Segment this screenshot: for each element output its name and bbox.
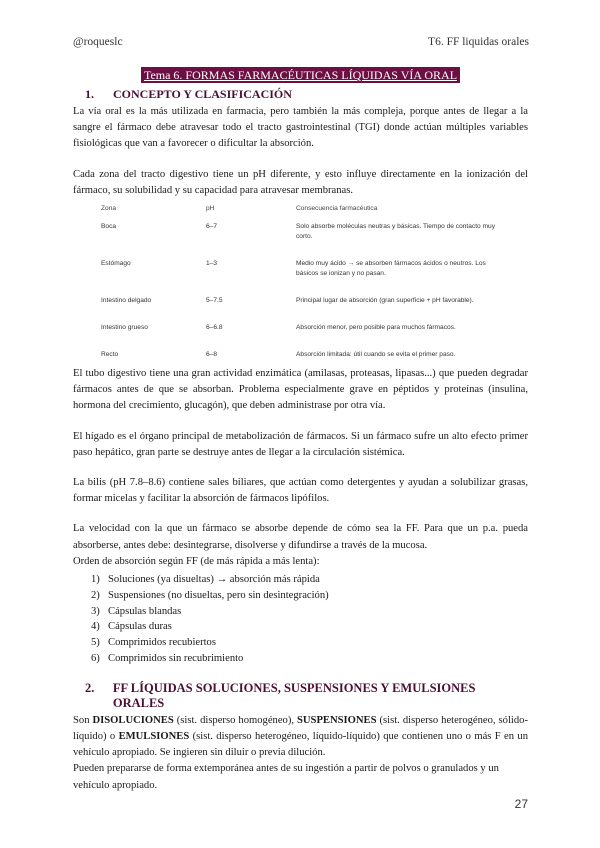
text-run: Son — [73, 714, 93, 726]
section-1-title: CONCEPTO Y CLASIFICACIÓN — [113, 87, 292, 101]
table-cell: Recto — [101, 351, 119, 359]
list-item-number: 1) — [91, 574, 100, 586]
section-1-number: 1. — [85, 87, 94, 101]
table-row — [101, 350, 501, 360]
table-cell: Intestino delgado — [101, 297, 152, 305]
page-number: 27 — [514, 797, 528, 811]
term-suspensiones: SUSPENSIONES — [297, 714, 377, 726]
term-disoluciones: DISOLUCIONES — [92, 714, 174, 726]
table-cell: Solo absorbe moléculas neutras y básicas. Tiempo de contacto muy corto. — [296, 223, 496, 241]
list-item-text: Comprimidos recubiertos — [108, 637, 216, 649]
ph-table-header: pH — [206, 205, 215, 213]
header-topic: T6. FF liquidas orales — [428, 36, 529, 48]
paragraph-absorption-speed: La velocidad con la que un fármaco se absorbe depende de cómo sea la FF. Para que un p.a. pueda absorberse, antes debe: desintegrarse, disolverse y difundirse a través de la mucosa. — [73, 523, 528, 551]
text-run: (sist. disperso heterogéneo, sólido-líquido) o — [73, 714, 528, 743]
paragraph-ph: Cada zona del tracto digestivo tiene un pH diferente, y esto influye directamente en la ionización del fármaco, su solubilidad y su capacidad para atravesar membranas. — [73, 168, 528, 196]
list-item-number: 6) — [91, 653, 100, 665]
table-cell: Absorción limitada: útil cuando se evita el primer paso. — [296, 351, 456, 359]
list-item — [91, 588, 528, 604]
list-item-text: Cápsulas duras — [108, 621, 172, 633]
table-cell: 1–3 — [206, 260, 218, 268]
list-item-text: Suspensiones (no disueltas, pero sin desintegración) — [108, 589, 329, 601]
paragraph-liver: El hígado es el órgano principal de metabolización de fármacos. Si un fármaco sufre un alto efecto primer paso hepático, gran parte se destruye antes de llegar a la circulación sistémica. — [73, 430, 528, 458]
table-cell: 6–8 — [206, 351, 218, 359]
table-cell: 5–7.5 — [206, 297, 223, 305]
paragraph-oral-route: La vía oral es la más utilizada en farmacia, pero también la más compleja, porque antes de llegar a la sangre el fármaco debe atravesar todo el tracto gastrointestinal (TGI) donde actúan múltiples variables fisiológicas que van a favorecer o dificultar la absorción. — [73, 106, 528, 150]
absorption-order-list — [91, 572, 528, 667]
list-item — [91, 635, 528, 651]
table-cell: Estómago — [101, 260, 131, 268]
table-row — [101, 259, 501, 296]
paragraph-definitions — [73, 713, 528, 762]
paragraph-extemporaneous: Pueden prepararse de forma extemporánea antes de su ingestión a partir de polvos o granulados y un vehículo apropiado. — [73, 763, 499, 791]
absorption-order-intro: Orden de absorción según FF (de más rápida a más lenta): — [73, 555, 320, 567]
list-item-text: Cápsulas blandas — [108, 605, 182, 617]
table-cell: Principal lugar de absorción (gran superficie + pH favorable). — [296, 297, 474, 305]
list-item — [91, 604, 528, 620]
term-emulsiones: EMULSIONES — [118, 731, 190, 743]
section-2-title: FF LÍQUIDAS SOLUCIONES, SUSPENSIONES Y EMULSIONES ORALES — [112, 680, 476, 710]
table-row — [101, 296, 501, 323]
section-2-number: 2. — [85, 680, 95, 695]
table-cell: 6–7 — [206, 223, 218, 231]
ph-table-header-row — [101, 205, 501, 222]
table-row — [101, 222, 501, 259]
page-title-text: Tema 6. FORMAS FARMACÉUTICAS LÍQUIDAS VÍA ORAL — [141, 67, 460, 83]
list-item — [91, 572, 528, 588]
list-item-text: Soluciones (ya disueltas) → absorción más rápida — [108, 574, 320, 586]
table-cell: 6–6.8 — [206, 324, 223, 332]
section-1-heading — [73, 87, 528, 102]
paragraph-enzymes: El tubo digestivo tiene una gran actividad enzimática (amilasas, proteasas, lipasas...) que pueden degradar fármacos antes de que se absorban. Problema especialmente grave en péptidos y proteínas (insulina, hormona del crecimiento, glucagón), que deben administrase por otra vía. — [73, 368, 528, 412]
list-item-number: 4) — [91, 621, 100, 633]
ph-table-header: Zona — [101, 205, 117, 213]
paragraph-bile: La bilis (pH 7.8–8.6) contiene sales biliares, que actúan como detergentes y ayudan a solubilizar grasas, formar micelas y facilitar la absorción de fármacos lipófilos. — [73, 477, 528, 505]
ph-table — [101, 205, 501, 360]
list-item-number: 5) — [91, 637, 100, 649]
list-item-number: 3) — [91, 605, 100, 617]
text-run: (sist. disperso homogéneo), — [173, 714, 298, 726]
page-title — [73, 68, 528, 83]
document-body — [73, 68, 528, 794]
table-cell: Intestino grueso — [101, 324, 148, 332]
list-item-text: Comprimidos sin recubrimiento — [108, 653, 244, 665]
table-cell: Boca — [101, 223, 117, 231]
text-run: (sist. disperso heterogéneo, líquido-líquido) que contienen uno o más F en un vehículo apropiado. Se ingieren sin diluir o previa dilución. — [73, 731, 529, 759]
list-item — [91, 651, 528, 667]
list-item — [91, 619, 528, 635]
section-2-heading — [73, 681, 528, 711]
table-cell: Absorción menor, pero posible para muchos fármacos. — [296, 324, 456, 332]
table-cell: Medio muy ácido → se absorben fármacos ácidos o neutros. Los básicos se ionizan y no pasan. — [296, 260, 486, 278]
header-author: @roqueslc — [73, 36, 123, 48]
list-item-number: 2) — [91, 589, 100, 601]
table-row — [101, 323, 501, 350]
ph-table-header: Consecuencia farmacéutica — [296, 205, 378, 213]
